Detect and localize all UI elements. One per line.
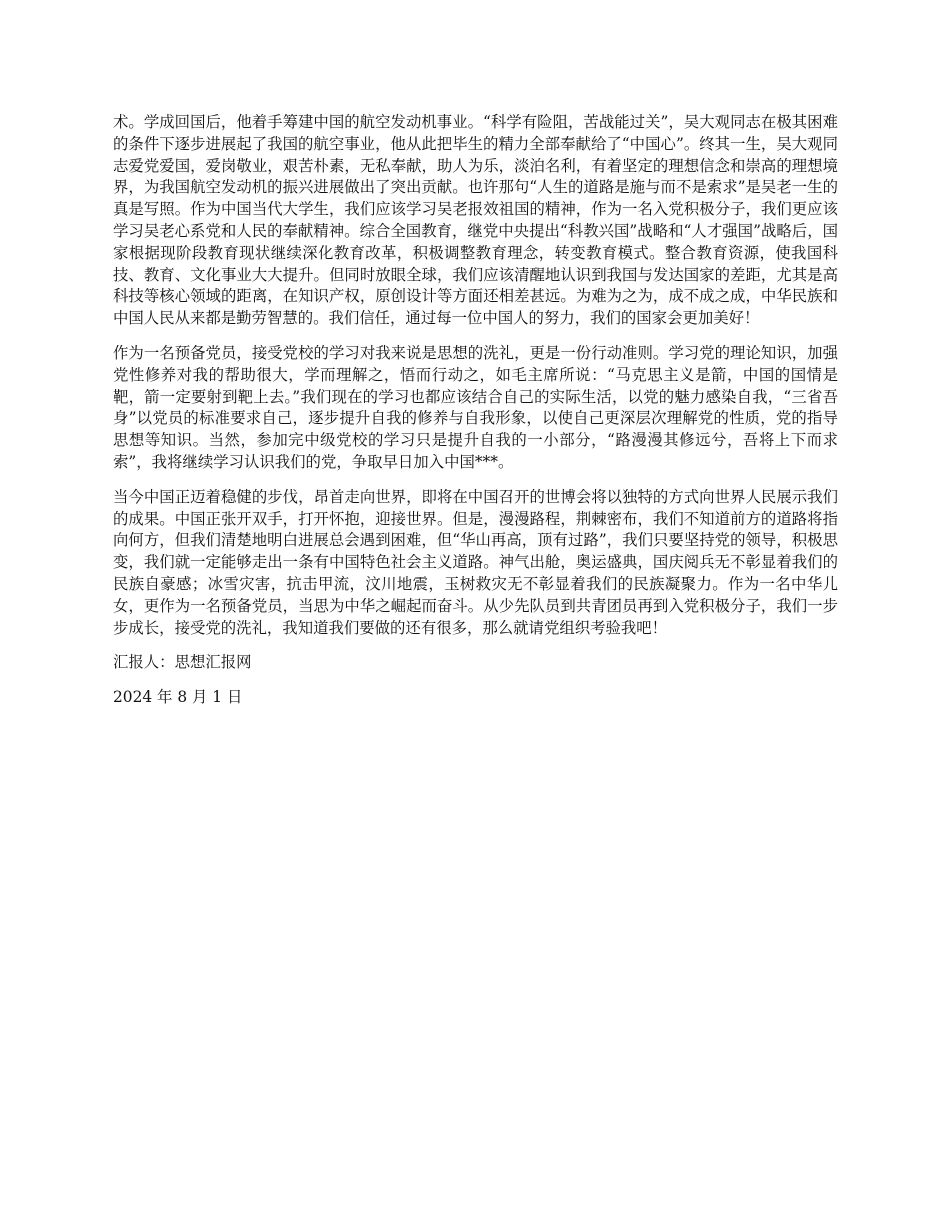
date-line: 2024 年 8 月 1 日 <box>113 688 243 707</box>
reporter-line: 汇报人：思想汇报网 <box>113 653 252 672</box>
paragraph-1: 术。学成回国后，他着手筹建中国的航空发动机事业。“科学有险阻，苦战能过关”，吴大观同志在极其困难的条件下逐步进展起了我国的航空事业，他从此把毕生的精力全部奉献给了“中国心”。终其一生，吴大观同志爱党爱国，爱岗敬业，艰苦朴素，无私奉献，助人为乐，淡泊名利，有着坚定的理想信念和崇高的理想境界，为我国航空发动机的振兴进展做出了突出贡献。也许那句“人生的道路是施与而不是索求”是吴老一生的真是写照。作为中国当代大学生，我们应该学习吴老报效祖国的精神，作为一名入党积极分子，我们更应该学习吴老心系党和人民的奉献精神。综合全国教育，继党中央提出“科教兴国”战略和“人才强国”战略后，国家根据现阶段教育现状继续深化教育改革，积极调整教育理念，转变教育模式。整合教育资源，使我国科技、教育、文化事业大大提升。但同时放眼全球，我们应该清醒地认识到我国与发达国家的差距，尤其是高科技等核心领域的距离，在知识产权，原创设计等方面还相差甚远。为难为之为，成不成之成，中华民族和中国人民从来都是勤劳智慧的。我们信任，通过每一位中国人的努力，我们的国家会更加美好！ <box>113 113 838 328</box>
paragraph-3: 当今中国正迈着稳健的步伐，昂首走向世界，即将在中国召开的世博会将以独特的方式向世界人民展示我们的成果。中国正张开双手，打开怀抱，迎接世界。但是，漫漫路程，荆棘密布，我们不知道前方的道路将指向何方，但我们清楚地明白进展总会遇到困难，但“华山再高，顶有过路”，我们只要坚持党的领导，积极思变，我们就一定能够走出一条有中国特色社会主义道路。神气出舱，奥运盛典，国庆阅兵无不彰显着我们的民族自豪感；冰雪灾害，抗击甲流，汶川地震，玉树救灾无不彰显着我们的民族凝聚力。作为一名中华儿女，更作为一名预备党员，当思为中华之崛起而奋斗。从少先队员到共青团员再到入党积极分子，我们一步步成长，接受党的洗礼，我知道我们要做的还有很多，那么就请党组织考验我吧！ <box>113 487 838 637</box>
document-body <box>113 112 838 722</box>
paragraph-2: 作为一名预备党员，接受党校的学习对我来说是思想的洗礼，更是一份行动准则。学习党的理论知识，加强党性修养对我的帮助很大，学而理解之，悟而行动之，如毛主席所说：“马克思主义是箭，中国的国情是靶，箭一定要射到靶上去。”我们现在的学习也都应该结合自己的实际生活，以党的魅力感染自我，“三省吾身”以党员的标准要求自己，逐步提升自我的修养与自我形象，以使自己更深层次理解党的性质，党的指导思想等知识。当然，参加完中级党校的学习只是提升自我的一小部分，“路漫漫其修远兮，吾将上下而求索”，我将继续学习认识我们的党，争取早日加入中国***。 <box>113 343 838 471</box>
